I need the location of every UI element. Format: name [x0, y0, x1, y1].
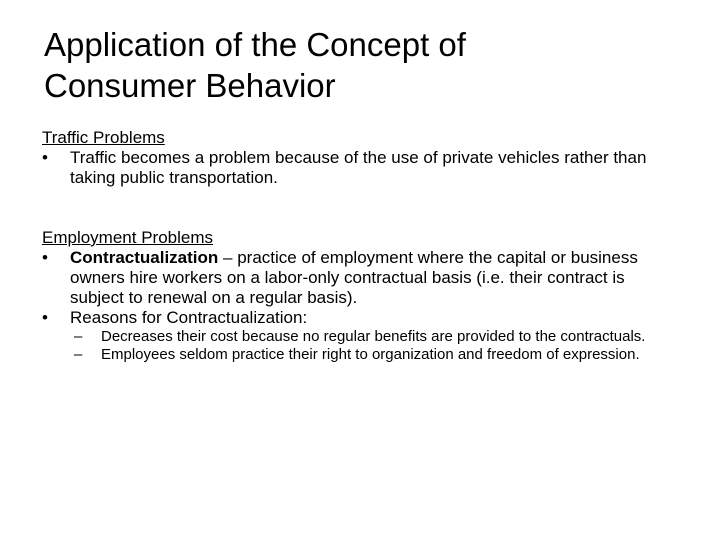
- slide-title: [44, 24, 684, 106]
- contractualization-definition: – practice of employment where the capital or business owners hire workers on a labor-only contractual basis (i.e. their contract is subject to renewal on a regular basis).: [70, 248, 638, 307]
- traffic-bullet-text: Traffic becomes a problem because of the use of private vehicles rather than taking public transportation.: [70, 148, 647, 187]
- slide-body: [42, 128, 682, 364]
- reasons-bullet: [42, 308, 682, 328]
- contractualization-bullet: [42, 248, 682, 308]
- reasons-sub-bullets: [42, 328, 682, 364]
- section-spacer: [42, 188, 682, 228]
- traffic-bullet: [42, 148, 682, 188]
- bullet-mark: •: [42, 308, 48, 327]
- traffic-section: [42, 128, 682, 188]
- employment-heading: Employment Problems: [42, 228, 214, 247]
- reason-item: [74, 346, 682, 364]
- reasons-bullet-text: Reasons for Contractualization:: [70, 308, 308, 327]
- bullet-mark: •: [42, 148, 48, 167]
- reason-item: [74, 328, 682, 346]
- bullet-mark: •: [42, 248, 48, 267]
- dash-mark: –: [74, 328, 83, 345]
- dash-mark: –: [74, 346, 83, 363]
- traffic-bullets: [42, 148, 682, 188]
- title-line-2: Consumer Behavior: [44, 67, 336, 104]
- reason-text: Decreases their cost because no regular benefits are provided to the contractuals.: [101, 328, 646, 345]
- employment-section: [42, 228, 682, 364]
- title-line-1: Application of the Concept of: [44, 26, 466, 63]
- reason-text: Employees seldom practice their right to organization and freedom of expression.: [101, 346, 640, 363]
- employment-bullets: [42, 248, 682, 328]
- traffic-heading: Traffic Problems: [42, 128, 165, 147]
- contractualization-term: Contractualization: [70, 248, 219, 267]
